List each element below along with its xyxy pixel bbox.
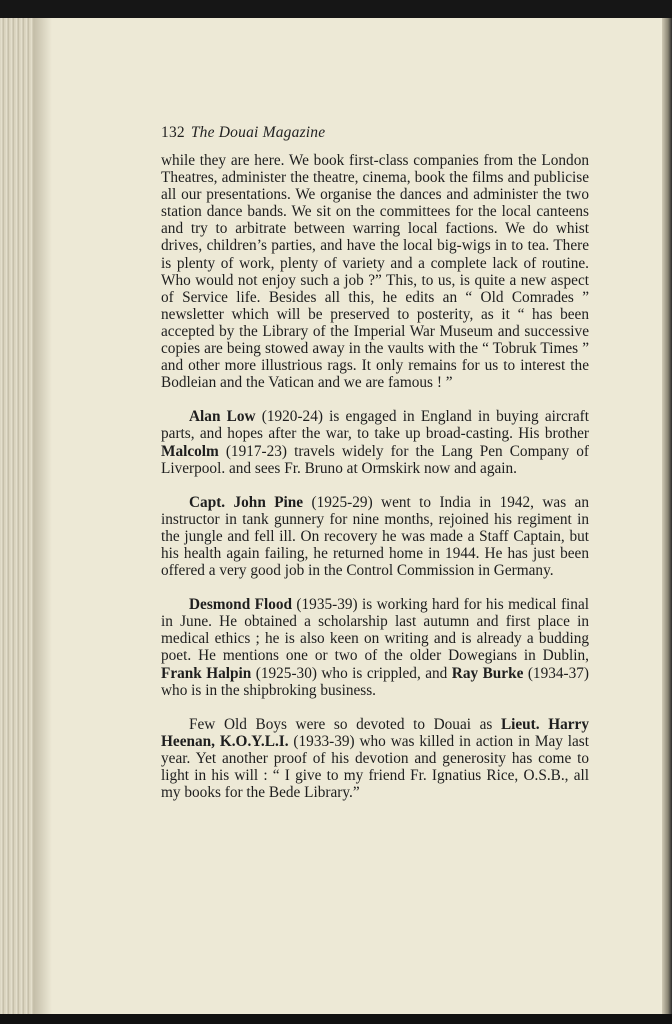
paragraph-alan-low <box>161 408 589 476</box>
text-run: Few Old Boys were so devoted to Douai as <box>189 715 501 733</box>
person-name: Lieut. Harry Heenan, K.O.Y.L.I. <box>161 715 589 750</box>
text-run: (1917-23) travels widely for the Lang Pen Company of Liverpool. and sees Fr. Bruno at Ormskirk now and again. <box>161 442 589 477</box>
scan-bottom-border <box>0 1014 672 1024</box>
page-right-edge <box>662 18 672 1014</box>
text-run: (1925-29) went to India in 1942, was an instructor in tank gunnery for nine months, rejoined his regiment in the jungle and fell ill. On recovery he was made a Staff Captain, but his health again failing, he returned home in 1944. He has just been offered a very good job in the Control Commission in Germany. <box>161 493 589 580</box>
book-page-edges <box>0 18 36 1014</box>
running-title: The Douai Magazine <box>190 124 326 141</box>
gutter-shadow <box>34 18 52 1014</box>
person-name: Desmond Flood <box>189 596 293 614</box>
article-body <box>161 152 589 801</box>
paragraph-harry-heenan <box>161 716 589 801</box>
text-run: (1935-39) is working hard for his medical final in June. He obtained a scholarship last autumn and first place in medical ethics ; he is also keen on writing and is already a budding poet. He mentions one or two of the older Dowegians in Dublin, <box>161 596 589 665</box>
paragraph-desmond-flood <box>161 596 589 699</box>
text-run: (1933-39) who was killed in action in May last year. Yet another proof of his devotion and generosity has come to light in his will : “ I give to my friend Fr. Ignatius Rice, O.S.B., all my books for the Bede Library.” <box>161 732 589 802</box>
running-header <box>161 124 325 142</box>
text-run: (1920-24) is engaged in England in buying aircraft parts, and hopes after the war, to take up broad-casting. His brother <box>161 408 589 443</box>
paragraph-john-pine <box>161 494 589 579</box>
person-name: Alan Low <box>189 408 256 426</box>
page-number: 132 <box>161 124 185 141</box>
text-run: (1934-37) who is in the shipbroking business. <box>161 664 589 699</box>
paragraph-comrades-letter <box>161 152 589 391</box>
scan-top-border <box>0 0 672 18</box>
text-run: while they are here. We book first-class companies from the London Theatres, administer the theatre, cinema, book the films and publicise all our presentations. We organise the dances and administer the two station dance bands. We sit on the committees for the local canteens and try to arbitrate between warring local factions. We do whist drives, children’s parties, and have the local big-wigs in to tea. There is plenty of work, plenty of variety and a complete lack of routine. Who would not enjoy such a job ?” This, to us, is quite a new aspect of Service life. Besides all this, he edits an “ Old Comrades ” newsletter which will be preserved to posterity, as it “ has been accepted by the Library of the Imperial War Museum and successive copies are being stowed away in the vaults with the “ Tobruk Times ” and other more illustrious rags. It only remains for us to interest the Bodleian and the Vatican and we are famous ! ” <box>161 152 589 392</box>
person-name: Malcolm <box>161 442 219 460</box>
person-name: Frank Halpin <box>161 664 252 682</box>
text-run: (1925-30) who is crippled, and <box>251 664 452 682</box>
person-name: Capt. John Pine <box>189 493 304 511</box>
person-name: Ray Burke <box>451 664 524 682</box>
